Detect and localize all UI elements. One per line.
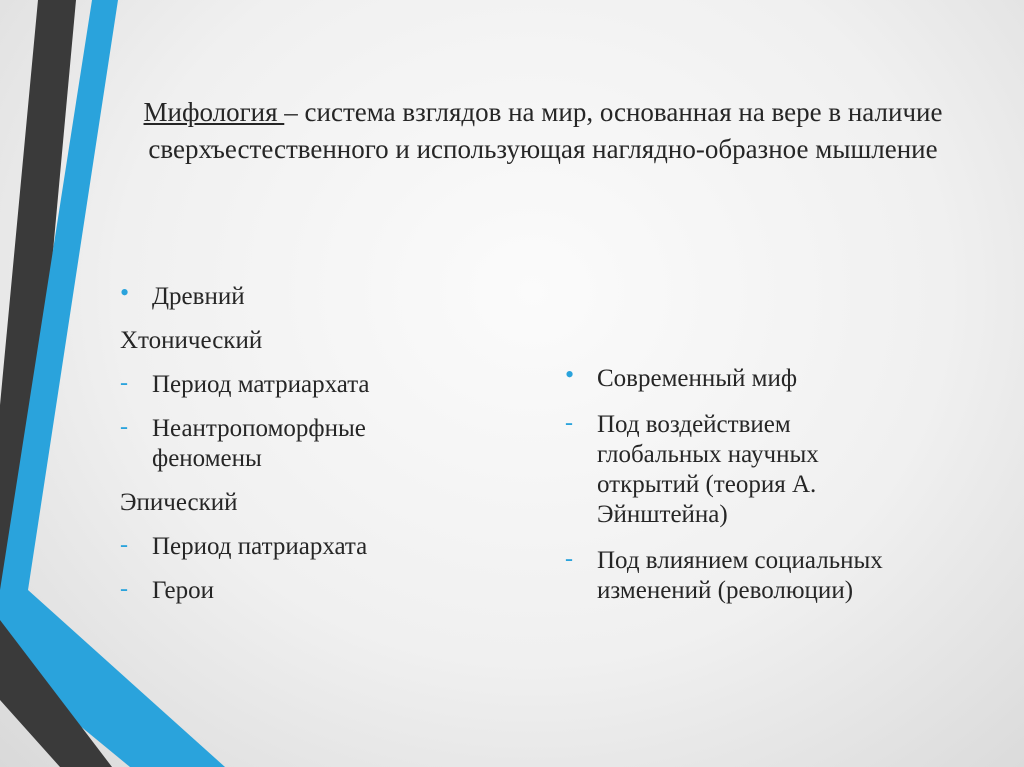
title-definition: – система взглядов на мир, основанная на вере в наличие сверхъестественного и использующая наглядно-образное мышление [148, 97, 943, 164]
dash-marker: - [120, 576, 128, 602]
list-item-text: Современный миф [597, 365, 798, 392]
list-item-text: Хтонический [120, 327, 263, 354]
list-item [565, 360, 985, 394]
list-item-text: Древний [152, 283, 245, 310]
list-item [120, 488, 460, 518]
dash-marker: - [120, 370, 128, 396]
bullet-marker: • [565, 360, 575, 389]
list-item [120, 532, 460, 562]
dash-marker: - [565, 410, 573, 436]
list-item [120, 278, 460, 312]
list-item-text: Неантропоморфные феномены [152, 415, 366, 472]
list-item [565, 410, 985, 530]
list-item-text: Период матриархата [152, 371, 370, 398]
dash-marker: - [120, 414, 128, 440]
dash-marker: - [120, 532, 128, 558]
bullet-marker: • [120, 278, 130, 307]
slide-title [120, 94, 966, 168]
list-item-text: Герои [152, 577, 215, 604]
list-item-text: Под воздействием глобальных научных открытий (теория А. Эйнштейна) [597, 411, 819, 528]
list-item-text: Под влиянием социальных изменений (революции) [597, 547, 883, 604]
left-column [120, 278, 460, 606]
list-item-text: Период патриархата [152, 533, 368, 560]
title-term: Мифология [143, 97, 285, 127]
list-item-text: Эпический [120, 489, 238, 516]
list-item [565, 546, 985, 606]
dash-marker: - [565, 546, 573, 572]
list-item [120, 370, 460, 400]
list-item [120, 414, 460, 474]
list-item [120, 576, 460, 606]
right-column [565, 360, 985, 606]
list-item [120, 326, 460, 356]
